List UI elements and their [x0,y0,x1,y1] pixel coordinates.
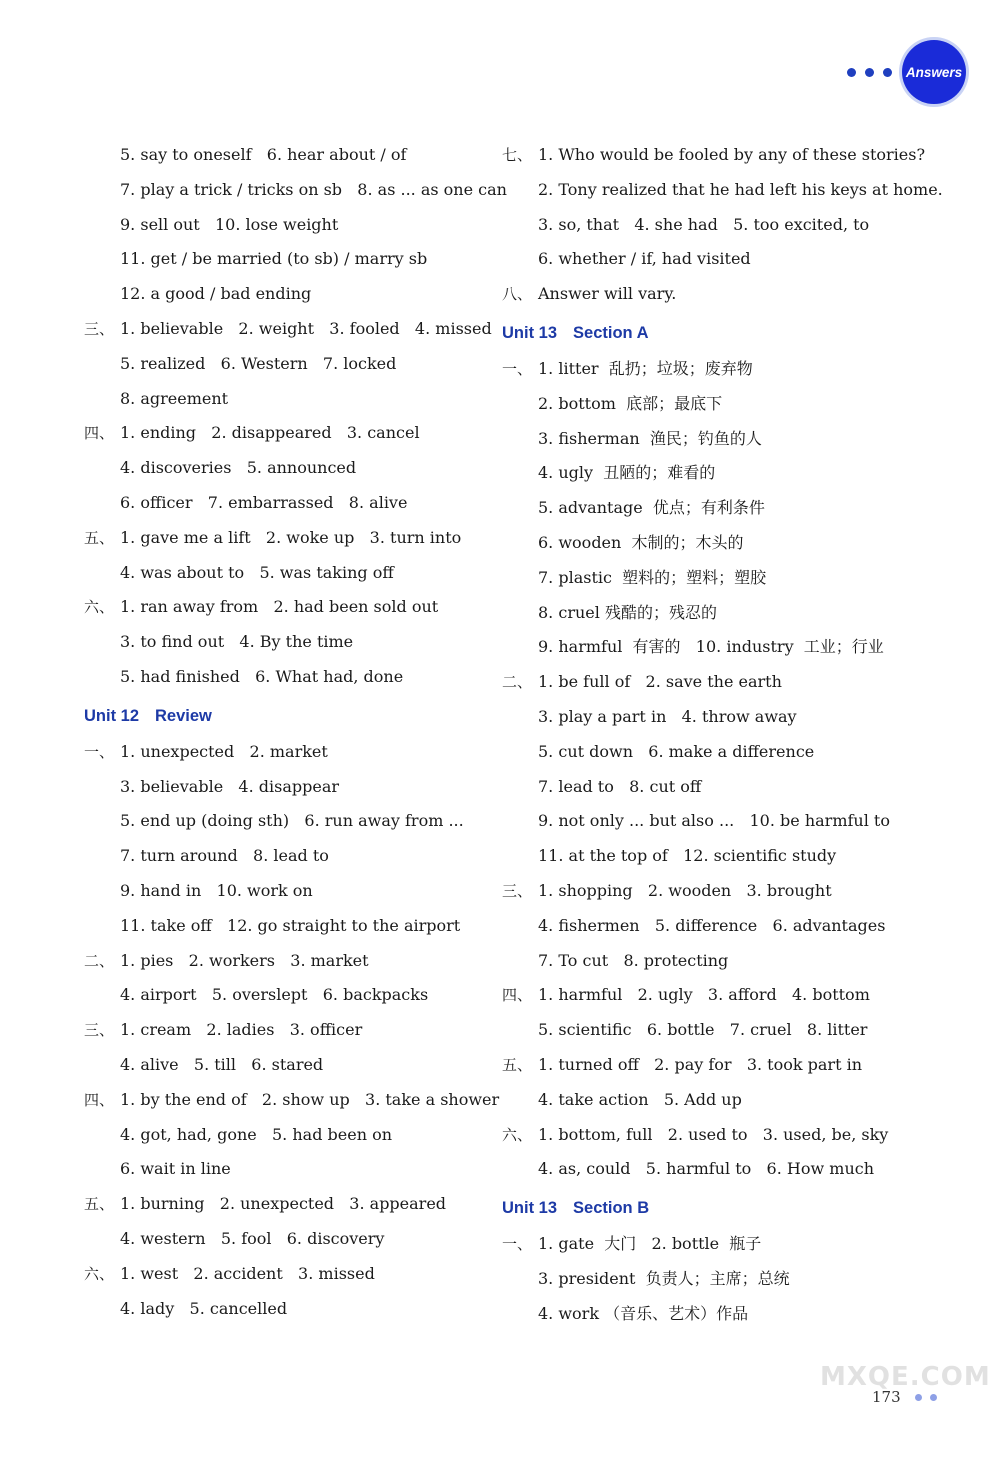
answer-line [502,909,922,944]
answer-text: 11. get / be married (to sb) / marry sb [120,249,428,269]
answer-text: 4. ugly 丑陋的；难看的 [538,463,716,483]
answer-text: 4. lady 5. cancelled [120,1298,288,1318]
answer-text: 6. officer 7. embarrassed 8. alive [120,492,408,512]
answers-badge: Answers [902,40,966,104]
answer-text: 3. play a part in 4. throw away [538,706,797,726]
answer-line [502,839,922,874]
answer-text: 4. western 5. fool 6. discovery [120,1228,385,1248]
answer-line [502,1297,922,1332]
left-column [84,138,507,1326]
answer-line [84,625,484,660]
answer-text: 4. alive 5. till 6. stared [120,1054,324,1074]
answer-text: 3. president 负责人；主席；总统 [538,1268,790,1288]
answer-text: 5. cut down 6. make a difference [538,741,815,761]
unit-label: Unit 13 [502,1199,558,1218]
unit-label: Unit 13 [502,323,558,342]
section-label: Review [155,706,212,725]
answer-line [84,208,484,243]
answer-text: 1. ending 2. disappeared 3. cancel [120,423,420,443]
answer-text: 1. be full of 2. save the earth [538,672,782,692]
unit-label: Unit 12 [84,706,140,725]
answer-line [502,1152,922,1187]
answer-line [502,978,922,1013]
answer-line [502,173,943,208]
answer-line [502,1262,922,1297]
answer-text: 6. wait in line [120,1159,231,1179]
watermark-logo: MXQE.COM [820,1362,991,1392]
answer-line [502,1118,922,1153]
answer-text: 9. not only ... but also ... 10. be harmful to [538,811,890,831]
answer-text: 4. discoveries 5. announced [120,458,357,478]
answer-text: 3. believable 4. disappear [120,776,340,796]
section-label: Section A [573,323,649,342]
answer-text: 4. take action 5. Add up [538,1089,742,1109]
answer-line [502,1048,922,1083]
answer-text: 4. was about to 5. was taking off [120,562,394,582]
answer-text: 4. fishermen 5. difference 6. advantages [538,915,886,935]
answer-line [84,1257,484,1292]
answer-text: 1. Who would be fooled by any of these stories? [538,145,926,164]
answer-text: 4. as, could 5. harmful to 6. How much [538,1159,875,1179]
answer-line [84,1118,484,1153]
answer-line [84,451,484,486]
answer-text: 11. at the top of 12. scientific study [538,846,837,866]
answer-line [502,630,922,665]
answer-text: 7. play a trick / tricks on sb 8. as ... as one can [120,179,507,199]
dot-icon [847,68,856,77]
answer-text: 4. airport 5. overslept 6. backpacks [120,985,429,1005]
answer-line [84,770,484,805]
answer-text: 5. had finished 6. What had, done [120,666,404,686]
answer-line [84,556,484,591]
exercise-number: 一、 [84,742,115,761]
answer-line [502,944,922,979]
answer-line [502,387,922,422]
answer-line [502,874,922,909]
page-footer [872,1388,937,1406]
answer-text: 8. agreement [120,388,229,408]
answer-line [84,521,484,556]
answer-line [84,416,484,451]
answer-line [502,1013,922,1048]
exercise-number: 四、 [84,1090,115,1109]
answer-text: 1. harmful 2. ugly 3. afford 4. bottom [538,985,870,1005]
answer-line [84,173,507,208]
answer-line [84,978,484,1013]
exercise-number: 三、 [84,1021,115,1040]
answer-text: 11. take off 12. go straight to the airport [120,915,461,935]
exercise-number: 一、 [502,359,533,378]
exercise-number: 五、 [84,528,115,547]
answer-line [84,312,492,347]
exercise-number: 三、 [84,319,115,338]
answer-line [502,208,922,243]
answer-text: 1. west 2. accident 3. missed [120,1263,375,1283]
answer-line [84,590,484,625]
answer-line [84,1292,484,1327]
answer-text: 6. whether / if, had visited [538,249,751,269]
answer-line [502,242,922,277]
answer-text: 7. lead to 8. cut off [538,776,702,796]
answer-text: 7. turn around 8. lead to [120,846,329,866]
exercise-number: 五、 [84,1195,115,1214]
exercise-number: 六、 [502,1125,533,1144]
exercise-number: 七、 [502,146,533,164]
answer-text: 1. bottom, full 2. used to 3. used, be, sky [538,1124,889,1144]
header-badge-group [847,40,966,104]
answer-line [502,138,926,173]
answer-line [502,422,922,457]
answer-text: 1. turned off 2. pay for 3. took part in [538,1054,863,1074]
answer-line [84,1083,500,1118]
exercise-number: 四、 [502,986,533,1005]
answer-line [502,804,922,839]
answer-text: 5. say to oneself 6. hear about / of [120,145,407,164]
answer-line [84,347,484,382]
answer-line [84,1048,484,1083]
answer-line [84,1013,484,1048]
section-label: Section B [573,1199,650,1218]
answer-text: 1. gave me a lift 2. woke up 3. turn into [120,527,462,547]
dot-icon [865,68,874,77]
answer-line [84,660,484,695]
exercise-number: 五、 [502,1055,533,1074]
exercise-number: 三、 [502,881,533,900]
answer-line [84,277,484,312]
answer-text: 1. litter 乱扔；垃圾；废弃物 [538,358,753,378]
exercise-number: 六、 [84,1264,115,1283]
answer-text: 3. fisherman 渔民；钓鱼的人 [538,428,762,448]
answer-text: 5. scientific 6. bottle 7. cruel 8. litter [538,1020,868,1040]
answer-line [502,700,922,735]
exercise-number: 二、 [84,951,115,970]
answer-text: 1. by the end of 2. show up 3. take a shower [120,1089,500,1109]
answer-text: 9. hand in 10. work on [120,880,313,900]
answer-text: 1. burning 2. unexpected 3. appeared [120,1194,447,1214]
answer-text: 1. cream 2. ladies 3. officer [120,1020,363,1040]
answer-text: 7. To cut 8. protecting [538,950,729,970]
answer-line [84,382,484,417]
answer-line [502,277,922,312]
answer-text: 5. realized 6. Western 7. locked [120,353,397,373]
answer-line [502,561,922,596]
answer-text: 1. ran away from 2. had been sold out [120,597,439,617]
answer-line [84,1222,484,1257]
answer-line [502,526,922,561]
section-heading [84,695,484,735]
answer-text: 1. believable 2. weight 3. fooled 4. missed [120,318,492,338]
answer-text: 1. shopping 2. wooden 3. brought [538,880,832,900]
answer-line [84,735,484,770]
answer-text: 1. pies 2. workers 3. market [120,950,369,970]
exercise-number: 二、 [502,673,533,692]
answer-text: 2. bottom 底部；最底下 [538,393,723,413]
page-number: 173 [872,1388,901,1406]
answer-text: 2. Tony realized that he had left his keys at home. [538,179,943,199]
dot-icon [883,68,892,77]
answer-text: 7. plastic 塑料的；塑料；塑胶 [538,567,767,587]
answer-line [502,456,922,491]
exercise-number: 一、 [502,1235,533,1254]
answer-text: 9. harmful 有害的 10. industry 工业；行业 [538,637,884,657]
answer-line [84,874,484,909]
answer-line [84,486,484,521]
answer-text: 3. to find out 4. By the time [120,632,354,652]
answer-line [84,839,484,874]
dot-icon [930,1394,937,1401]
answer-line [84,804,484,839]
answer-text: 8. cruel 残酷的；残忍的 [538,602,717,622]
answer-line [502,1227,922,1262]
answer-line [502,770,922,805]
answer-line [84,1187,484,1222]
answer-text: Answer will vary. [538,284,677,304]
answer-text: 5. end up (doing sth) 6. run away from ... [120,811,464,831]
answer-line [84,909,484,944]
decorative-dots [847,68,892,77]
exercise-number: 八、 [502,285,533,304]
answer-text: 5. advantage 优点；有利条件 [538,498,765,518]
answer-text: 9. sell out 10. lose weight [120,214,339,234]
answer-line [502,491,922,526]
answer-line [502,1083,922,1118]
dot-icon [915,1394,922,1401]
exercise-number: 四、 [84,424,115,443]
answer-text: 3. so, that 4. she had 5. too excited, to [538,214,870,234]
section-heading [502,1187,922,1227]
answer-text: 12. a good / bad ending [120,284,312,304]
answer-line [84,1152,484,1187]
answer-line [502,596,922,631]
right-column [502,138,943,1332]
answer-line [502,665,922,700]
exercise-number: 六、 [84,598,115,617]
answer-text: 4. work （音乐、艺术）作品 [538,1303,749,1323]
section-heading [502,312,922,352]
answer-text: 4. got, had, gone 5. had been on [120,1124,393,1144]
answer-text: 1. gate 大门 2. bottle 瓶子 [538,1234,762,1254]
answer-line [502,352,922,387]
answer-text: 6. wooden 木制的；木头的 [538,532,744,552]
answer-line [84,138,484,173]
answer-line [502,735,922,770]
answer-line [84,944,484,979]
answer-text: 1. unexpected 2. market [120,741,328,761]
answer-line [84,242,484,277]
